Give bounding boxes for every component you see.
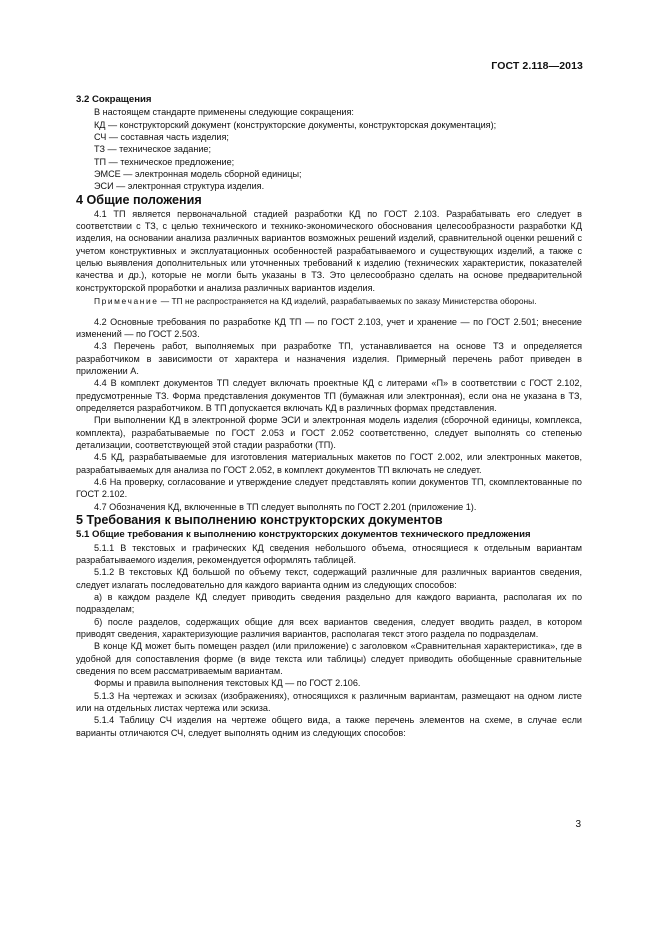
standard-header: ГОСТ 2.118—2013 [491,60,583,72]
abbreviation-item: ТП — техническое предложение; [94,156,235,167]
paragraph-5-1-3: 5.1.3 На чертежах и эскизах (изображениях), относящихся к различным вариантам, размещают на одном листе или на отдельных листах чертежа или эскиза. [76,690,582,714]
section-3-2-title: 3.2 Сокращения [76,94,152,105]
note-paragraph [76,296,582,307]
paragraph-comparison: В конце КД может быть помещен раздел (или приложение) с заголовком «Сравнительная характеристика», где в удобной для сопоставления форме (в виде текста или таблицы) следует приводить обобщенные сравнительные сведения по всем рассматриваемым вариантам. [76,641,582,676]
paragraph-5-1-1: 5.1.1 В текстовых и графических КД сведения небольшого объема, относящиеся к отдельным вариантам разрабатываемого изделия, рекомендуется оформлять таблицей. [76,542,582,565]
paragraph-4-7: 4.7 Обозначения КД, включенные в ТП следует выполнять по ГОСТ 2.201 (приложение 1). [94,501,477,512]
abbreviation-item: ЭСИ — электронная структура изделия. [94,181,265,192]
list-item-b: б) после разделов, содержащих общие для всех вариантов сведения, следует вводить раздел, в котором приводят сведения, характеризующие различия вариантов, располагая текст этого раздела по подразделам. [76,616,582,639]
paragraph-4-5: 4.5 КД, разрабатываемые для изготовления материальных макетов по ГОСТ 2.002, или электронных макетов, разрабатываемых для анализа по ГОСТ 2.052, в комплект документов ТП включать не следует. [76,452,582,475]
paragraph-4-4: 4.4 В комплект документов ТП следует включать проектные КД с литерами «П» в соответствии с ГОСТ 2.102, предусмотренные ТЗ. Форма представления документов ТП (бумажная или электронная), если она не указана в ТЗ, определяется разработчиком. В ТП допускается включать КД в различных формах представления. [76,378,582,413]
section-5-title: 5 Требования к выполнению конструкторских документов [76,513,443,528]
abbreviations-intro: В настоящем стандарте применены следующие сокращения: [94,107,354,118]
paragraph-4-4-electronic: При выполнении КД в электронной форме ЭСИ и электронная модель изделия (сборочной единицы, комплекса, комплекта), разрабатываемые по ГОСТ 2.053 и ГОСТ 2.052 соответственно, следует выполнять со степенью детализации, соответствующей этой стадии разработки (ТП). [76,415,582,450]
note-label: Примечание [94,296,159,307]
paragraph-4-1: 4.1 ТП является первоначальной стадией разработки КД по ГОСТ 2.103. Разрабатывать его следует в соответствии с ТЗ, с целью технического и технико-экономического обоснования целесообразности разработки КД изделия, на основании анализа различных вариантов возможных решений изделий, сравнительной оценки решений с учетом конструктивных и эксплуатационных особенностей разрабатываемого и существующих изделий, а также с целью выявления дополнительных или уточненных требований к изделию (технических характеристик, показателей качества и др.), которые не могли быть указаны в ТЗ. Это целесообразно сделать на основе предварительной конструкторской проработки и анализа различных вариантов изделия. [76,208,582,293]
paragraph-text-forms: Формы и правила выполнения текстовых КД — по ГОСТ 2.106. [94,678,361,689]
section-4-title: 4 Общие положения [76,192,202,207]
note-text: — ТП не распространяется на КД изделий, разрабатываемых по заказу Министерства обороны. [158,296,537,307]
page-content [76,94,582,739]
section-5-1-title: 5.1 Общие требования к выполнению конструкторских документов технического предложения [76,529,531,541]
paragraph-4-6: 4.6 На проверку, согласование и утверждение следует представлять копии документов ТП, скомплектованные по ГОСТ 2.102. [76,477,582,500]
abbreviation-item: СЧ — составная часть изделия; [94,132,229,143]
paragraph-5-1-4: 5.1.4 Таблицу СЧ изделия на чертеже общего вида, а также перечень элементов на схеме, в случае если варианты отличаются СЧ, следует выполнять одним из следующих способов: [76,715,582,738]
abbreviation-item: ЭМСЕ — электронная модель сборной единицы; [94,169,302,180]
paragraph-4-2: 4.2 Основные требования по разработке КД ТП — по ГОСТ 2.103, учет и хранение — по ГОСТ 2.501; внесение изменений — по ГОСТ 2.503. [76,316,582,339]
abbreviation-item: КД — конструкторский документ (конструкторские документы, конструкторская документация); [94,119,497,130]
paragraph-4-3: 4.3 Перечень работ, выполняемых при разработке ТП, устанавливается на основе ТЗ и определяется разработчиком в зависимости от характера и назначения изделия. Примерный перечень работ приведен в приложении А. [76,341,582,376]
abbreviation-item: ТЗ — техническое задание; [94,144,212,155]
list-item-a: а) в каждом разделе КД следует приводить сведения раздельно для каждого варианта, располагая их по подразделам; [76,591,582,615]
paragraph-5-1-2: 5.1.2 В текстовых КД большой по объему текст, содержащий различные для различных вариантов сведения, следует излагать последовательно для каждого варианта одним из следующих способов: [76,567,582,590]
page-number: 3 [575,819,581,830]
